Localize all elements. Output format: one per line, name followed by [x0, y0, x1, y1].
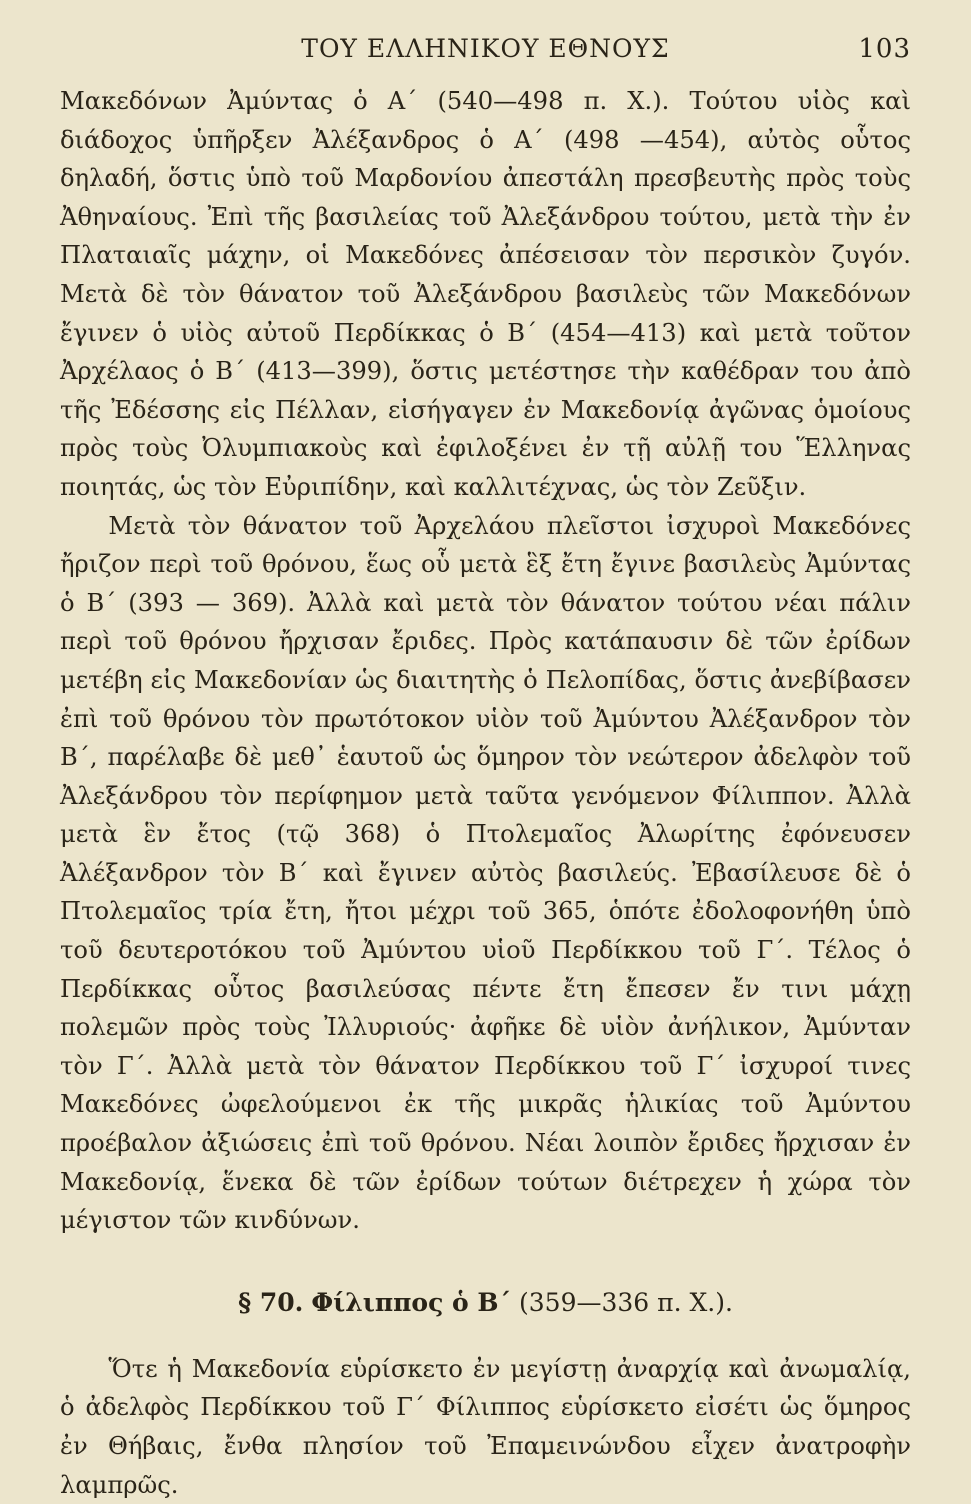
section-text: [60, 1350, 911, 1504]
paragraph-2: Μετὰ τὸν θάνατον τοῦ Ἀρχελάου πλεῖστοι ἰσχυροὶ Μακεδόνες ἤριζον περὶ τοῦ θρόνου, ἕως οὗ μετὰ ἓξ ἔτη ἔγινε βασιλεὺς Ἀμύντας ὁ Β΄ (393 — 369). Ἀλλὰ καὶ μετὰ τὸν θάνατον τούτου νέαι πάλιν περὶ τοῦ θρόνου ἤρχισαν ἔριδες. Πρὸς κατάπαυσιν δὲ τῶν ἐρίδων μετέβη εἰς Μακεδονίαν ὡς διαιτητὴς ὁ Πελοπίδας, ὅστις ἀνεβίβασεν ἐπὶ τοῦ θρόνου τὸν πρωτότοκον υἱὸν τοῦ Ἀμύντου Ἀλέξανδρον τὸν Β΄, παρέλαβε δὲ μεθ᾽ ἑαυτοῦ ὡς ὅμηρον τὸν νεώτερον ἀδελφὸν τοῦ Ἀλεξάνδρου τὸν περίφημον μετὰ ταῦτα γενόμενον Φίλιππον. Ἀλλὰ μετὰ ἓν ἔτος (τῷ 368) ὁ Πτολεμαῖος Ἀλωρίτης ἐφόνευσεν Ἀλέξανδρον τὸν Β΄ καὶ ἔγινεν αὐτὸς βασιλεύς. Ἐβασίλευσε δὲ ὁ Πτολεμαῖος τρία ἔτη, ἤτοι μέχρι τοῦ 365, ὁπότε ἐδολοφονήθη ὑπὸ τοῦ δευτεροτόκου τοῦ Ἀμύντου υἱοῦ Περδίκκου τοῦ Γ΄. Τέλος ὁ Περδίκκας οὗτος βασιλεύσας πέντε ἔτη ἔπεσεν ἔν τινι μάχῃ πολεμῶν πρὸς τοὺς Ἰλλυριούς· ἀφῆκε δὲ υἱὸν ἀνήλικον, Ἀμύνταν τὸν Γ΄. Ἀλλὰ μετὰ τὸν θάνατον Περδίκκου τοῦ Γ΄ ἰσχυροί τινες Μακεδόνες ὠφελούμενοι ἐκ τῆς μικρᾶς ἡλικίας τοῦ Ἀμύντου προέβαλον ἀξιώσεις ἐπὶ τοῦ θρόνου. Νέαι λοιπὸν ἔριδες ἤρχισαν ἐν Μακεδονίᾳ, ἕνεκα δὲ τῶν ἐρίδων τούτων διέτρεχεν ἡ χώρα τὸν μέγιστον τῶν κινδύνων.: [60, 511, 911, 1235]
main-text: [60, 82, 911, 1240]
running-title: ΤΟΥ ΕΛΛΗΝΙΚΟΥ ΕΘΝΟΥΣ: [301, 34, 670, 63]
section-name: Φίλιππος ὁ Β΄: [311, 1287, 512, 1317]
section-number: § 70.: [238, 1287, 304, 1317]
paragraph-1: Μακεδόνων Ἀμύντας ὁ Α΄ (540—498 π. Χ.). Τούτου υἱὸς καὶ διάδοχος ὑπῆρξεν Ἀλέξανδρος ὁ Α΄ (498 —454), αὐτὸς οὗτος δηλαδή, ὅστις ὑπὸ τοῦ Μαρδονίου ἀπεστάλη πρεσβευτὴς πρὸς τοὺς Ἀθηναίους. Ἐπὶ τῆς βασιλείας τοῦ Ἀλεξάνδρου τούτου, μετὰ τὴν ἐν Πλαταιαῖς μάχην, οἱ Μακεδόνες ἀπέσεισαν τὸν περσικὸν ζυγόν. Μετὰ δὲ τὸν θάνατον τοῦ Ἀλεξάνδρου βασιλεὺς τῶν Μακεδόνων ἔγινεν ὁ υἱὸς αὐτοῦ Περδίκκας ὁ Β΄ (454—413) καὶ μετὰ τοῦτον Ἀρχέλαος ὁ Β΄ (413—399), ὅστις μετέστησε τὴν καθέδραν του ἀπὸ τῆς Ἐδέσσης εἰς Πέλλαν, εἰσήγαγεν ἐν Μακεδονίᾳ ἀγῶνας ὁμοίους πρὸς τοὺς Ὀλυμπιακοὺς καὶ ἐφιλοξένει ἐν τῇ αὐλῇ του Ἕλληνας ποιητάς, ὡς τὸν Εὐριπίδην, καὶ καλλιτέχνας, ὡς τὸν Ζεῦξιν.: [60, 87, 911, 501]
section-heading: [60, 1284, 911, 1322]
page-number: 103: [858, 34, 911, 64]
page-header: [60, 30, 911, 70]
section-dates: (359—336 π. Χ.).: [519, 1287, 733, 1317]
section-paragraph-1: Ὅτε ἡ Μακεδονία εὑρίσκετο ἐν μεγίστῃ ἀναρχίᾳ καὶ ἀνωμαλίᾳ, ὁ ἀδελφὸς Περδίκκου τοῦ Γ΄ Φίλιππος εὑρίσκετο εἰσέτι ὡς ὅμηρος ἐν Θήβαις, ἔνθα πλησίον τοῦ Ἐπαμεινώνδου εἶχεν ἀνατροφὴν λαμπρῶς.: [60, 1354, 911, 1499]
